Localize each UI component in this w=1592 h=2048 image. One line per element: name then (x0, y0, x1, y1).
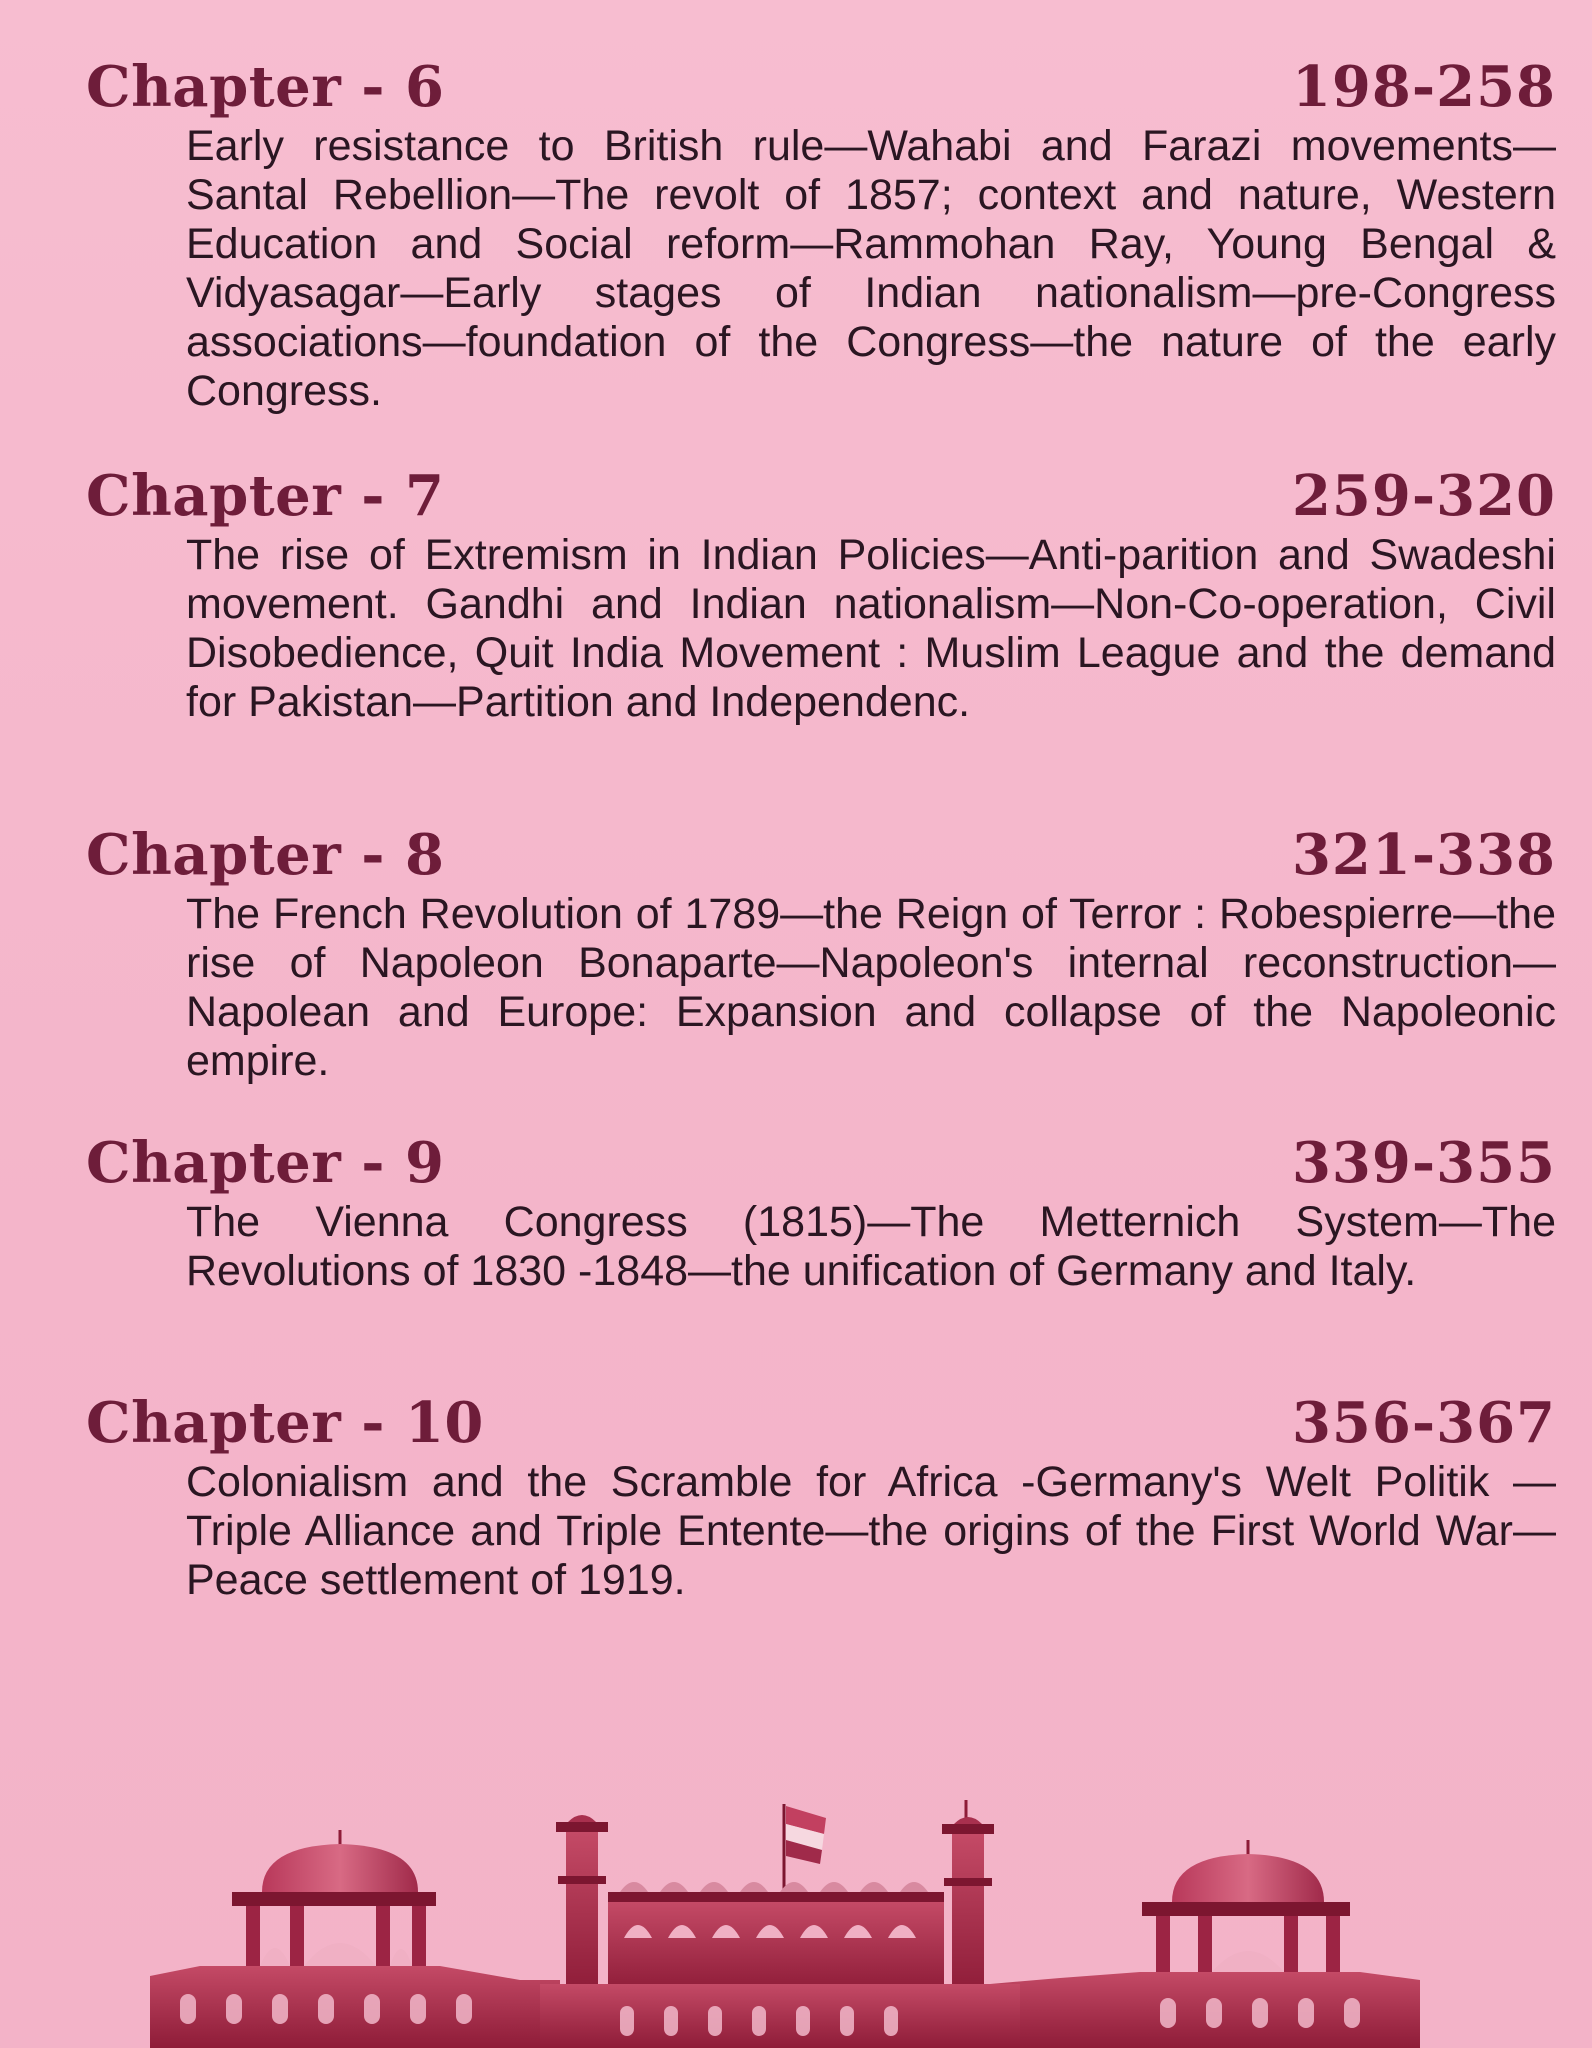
red-fort-illustration (0, 1780, 1592, 2048)
chapter-entry-6 (0, 52, 1592, 416)
chapter-description: The Vienna Congress (1815)—The Metternich System—The Revolutions of 1830 -1848—the unification of Germany and Italy. (186, 1198, 1556, 1295)
chapter-title: Chapter - 7 (86, 463, 445, 529)
chapter-entry-9 (0, 1128, 1592, 1296)
chapter-page-range: 259-320 (1291, 463, 1556, 529)
chapter-description: The rise of Extremism in Indian Policies—Anti-parition and Swadeshi movement. Gandhi and Indian nationalism—Non-Co-operation, Civil Disobedience, Quit India Movement : Muslim League and the demand for Pakistan—Partition and Independenc. (186, 531, 1556, 726)
chapter-title: Chapter - 10 (86, 1390, 484, 1456)
chapter-page-range: 356-367 (1291, 1390, 1556, 1456)
right-pavilion (1142, 1840, 1350, 1972)
chapter-title: Chapter - 9 (86, 1130, 445, 1196)
chapter-entry-10 (0, 1388, 1592, 1605)
chapter-page-range: 198-258 (1291, 54, 1556, 120)
chapter-entry-7 (0, 461, 1592, 727)
chapter-description: Colonialism and the Scramble for Africa -Germany's Welt Politik —Triple Alliance and Triple Entente—the origins of the First World War—Peace settlement of 1919. (186, 1458, 1556, 1604)
left-minaret (556, 1815, 608, 1992)
chapter-page-range: 339-355 (1291, 1130, 1556, 1196)
chapter-title: Chapter - 6 (86, 54, 445, 120)
chapter-entry-8 (0, 820, 1592, 1086)
right-minaret (942, 1800, 994, 1994)
chapter-title: Chapter - 8 (86, 822, 445, 888)
left-pavilion (232, 1830, 436, 1966)
chapter-description: The French Revolution of 1789—the Reign of Terror : Robespierre—the rise of Napoleon Bonaparte—Napoleon's internal reconstruction—Napolean and Europe: Expansion and collapse of the Napoleonic empire. (186, 890, 1556, 1085)
chapter-page-range: 321-338 (1291, 822, 1556, 888)
chapter-description: Early resistance to British rule—Wahabi and Farazi movements—Santal Rebellion—The revolt of 1857; context and nature, Western Education and Social reform—Rammohan Ray, Young Bengal & Vidyasagar—Early stages of Indian nationalism—pre-Congress associations—foundation of the Congress—the nature of the early Congress. (186, 122, 1556, 415)
central-gate (608, 1882, 944, 1992)
